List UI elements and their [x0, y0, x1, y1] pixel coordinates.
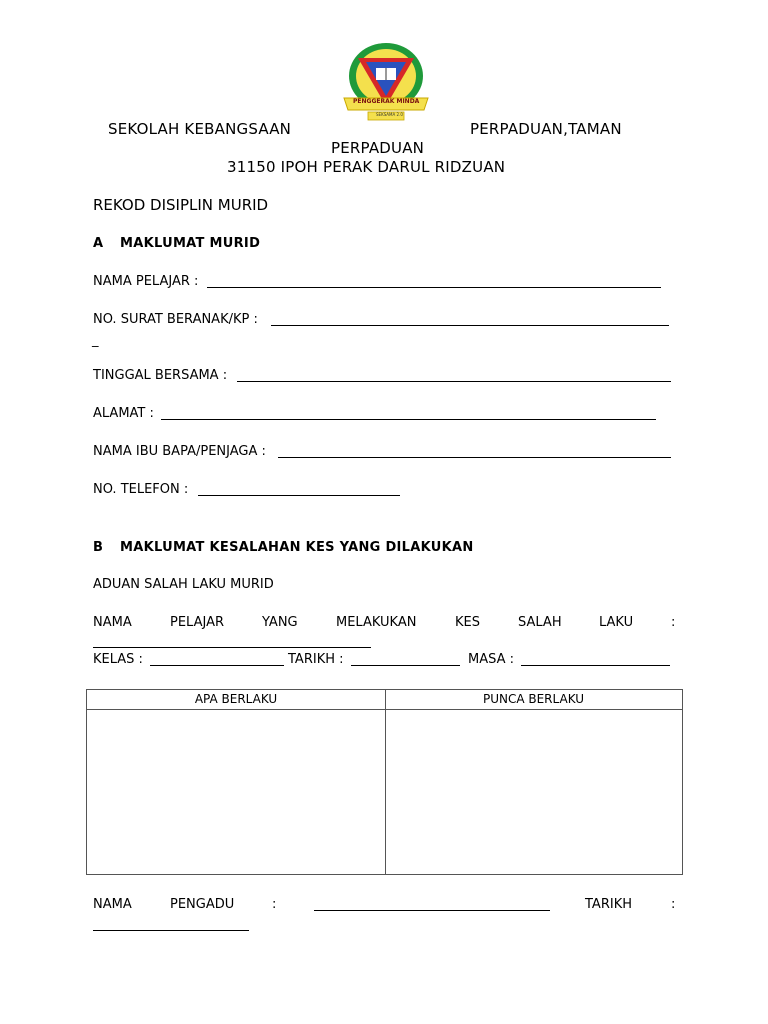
crest-bottom-text: SEKSAMA 2.0 [376, 112, 403, 117]
school-address: 31150 IPOH PERAK DARUL RIDZUAN [227, 158, 506, 176]
field-nama-pelajar[interactable] [207, 287, 661, 288]
cell-punca-berlaku[interactable] [386, 710, 682, 874]
label-no-surat: NO. SURAT BERANAK/KP : [93, 312, 258, 327]
justified-word: PELAJAR [170, 615, 225, 630]
field-alamat[interactable] [161, 419, 656, 420]
school-name-right: PERPADUAN,TAMAN [470, 120, 622, 138]
label-no-telefon: NO. TELEFON : [93, 482, 189, 497]
justified-word: LAKU [599, 615, 634, 630]
justified-word: KES [455, 615, 480, 630]
header-apa-berlaku: APA BERLAKU [194, 692, 278, 706]
label-nama-ibu-bapa: NAMA IBU BAPA/PENJAGA : [93, 444, 266, 459]
field-masa[interactable] [521, 665, 670, 666]
field-kelas[interactable] [150, 665, 284, 666]
field-no-surat[interactable] [271, 325, 669, 326]
school-name-line2: PERPADUAN [331, 139, 425, 157]
section-b-title: MAKLUMAT KESALAHAN KES YANG DILAKUKAN [120, 540, 474, 555]
label-tarikh: TARIKH : [288, 652, 344, 667]
label-tinggal-bersama: TINGGAL BERSAMA : [93, 368, 228, 383]
field-tarikh-pengadu[interactable] [93, 930, 249, 931]
pengadu-word: NAMA [93, 897, 132, 912]
field-tarikh[interactable] [351, 665, 460, 666]
label-alamat: ALAMAT : [93, 406, 154, 421]
cell-apa-berlaku[interactable] [87, 710, 385, 874]
tarikh-colon: : [671, 897, 676, 912]
incident-table [86, 689, 683, 875]
label-kelas: KELAS : [93, 652, 143, 667]
field-no-telefon[interactable] [198, 495, 400, 496]
pengadu-word: : [272, 897, 277, 912]
label-masa: MASA : [468, 652, 515, 667]
field-nama-pengadu[interactable] [314, 910, 550, 911]
form-title: REKOD DISIPLIN MURID [93, 196, 269, 214]
justified-word: YANG [262, 615, 298, 630]
field-nama-ibu-bapa[interactable] [278, 457, 671, 458]
crest-banner-text: PENGGERAK MINDA [353, 98, 420, 105]
no-surat-overflow: _ [92, 333, 99, 348]
aduan-subtitle: ADUAN SALAH LAKU MURID [93, 577, 274, 592]
field-tinggal-bersama[interactable] [237, 381, 671, 382]
justified-word: SALAH [518, 615, 562, 630]
field-nama-pelajar-kes[interactable] [93, 647, 371, 648]
header-punca-berlaku: PUNCA BERLAKU [482, 692, 585, 706]
pengadu-word: PENGADU [170, 897, 235, 912]
section-a-letter: A [93, 236, 104, 251]
justified-word: NAMA [93, 615, 132, 630]
school-name-left: SEKOLAH KEBANGSAAN [108, 120, 292, 138]
section-a-title: MAKLUMAT MURID [120, 236, 261, 251]
label-tarikh-pengadu: TARIKH [585, 897, 632, 912]
section-b-letter: B [93, 540, 104, 555]
justified-word: : [671, 615, 676, 630]
school-crest-logo [340, 40, 432, 122]
justified-word: MELAKUKAN [336, 615, 417, 630]
label-nama-pelajar: NAMA PELAJAR : [93, 274, 199, 289]
